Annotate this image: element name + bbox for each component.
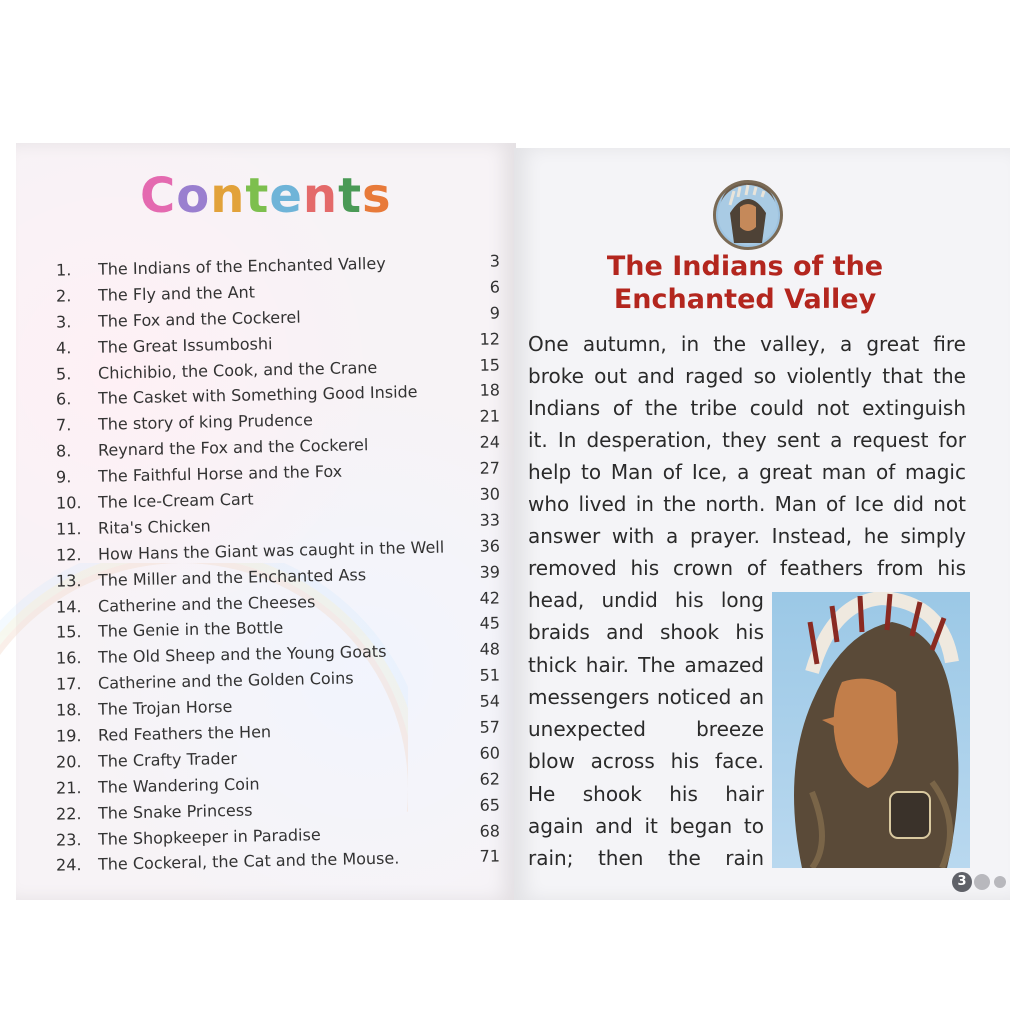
toc-entry-title: The Snake Princess	[97, 800, 253, 823]
toc-entry-title: The Cockeral, the Cat and the Mouse.	[97, 849, 400, 875]
toc-entry-page: 60	[479, 743, 501, 764]
toc-entry-number: 23.	[55, 830, 82, 850]
story-line: answer with a prayer. Instead, he simply	[528, 524, 966, 548]
toc-entry-number: 20.	[55, 752, 82, 773]
toc-entry-title: Rita's Chicken	[97, 516, 211, 539]
toc-entry-page: 6	[489, 277, 501, 297]
chief-portrait-icon	[713, 180, 783, 250]
story-title	[560, 250, 930, 316]
story-line: again and it began to	[528, 814, 764, 839]
toc-entry-page: 21	[479, 407, 501, 427]
contents-heading-letter: t	[338, 168, 363, 224]
toc-entry-page: 45	[479, 614, 501, 634]
toc-entry-number: 10.	[55, 493, 82, 514]
toc-entry-title: How Hans the Giant was caught in the Well	[97, 537, 445, 565]
toc-entry-number: 9.	[55, 467, 72, 488]
toc-entry-page: 18	[479, 381, 501, 401]
contents-heading-letter: t	[245, 168, 270, 224]
toc-entry-number: 18.	[55, 700, 82, 721]
story-line: One autumn, in the valley, a great fire	[528, 332, 966, 356]
toc-entry-page: 24	[479, 433, 501, 453]
chief-portrait-drawing	[716, 183, 780, 247]
contents-heading-letter: n	[302, 168, 339, 224]
story-paragraph-wrapped	[528, 584, 764, 875]
story-line: broke out and raged so violently that the	[528, 364, 966, 388]
toc-entry-page: 27	[479, 458, 501, 479]
page-dot	[974, 874, 990, 890]
toc-entry-title: The Great Issumboshi	[97, 334, 273, 357]
toc-entry-number: 3.	[55, 312, 72, 332]
toc-entry-number: 21.	[55, 778, 82, 798]
toc-entry-number: 13.	[55, 571, 82, 591]
toc-entry-number: 14.	[55, 597, 82, 617]
toc-entry-page: 3	[489, 251, 501, 271]
contents-heading-letter: o	[176, 168, 211, 224]
toc-entry-number: 7.	[55, 416, 72, 436]
toc-entry-title: The story of king Prudence	[97, 411, 314, 435]
toc-entry-number: 1.	[55, 260, 72, 281]
toc-entry-title: The Crafty Trader	[97, 749, 238, 772]
toc-entry-page: 71	[479, 847, 501, 867]
story-title-line: The Indians of the	[606, 251, 884, 282]
toc-entry-page: 12	[479, 329, 501, 349]
story-line: help to Man of Ice, a great man of magic	[528, 460, 966, 484]
toc-entry-title: The Fly and the Ant	[97, 282, 256, 306]
toc-entry-page: 33	[479, 510, 501, 531]
toc-entry-page: 68	[479, 821, 501, 841]
story-line: blow across his face.	[528, 749, 764, 774]
toc-entry-number: 19.	[55, 726, 82, 747]
story-line: braids and shook his	[528, 620, 764, 645]
toc-entry-title: The Trojan Horse	[97, 697, 233, 720]
story-title-line: Enchanted Valley	[613, 284, 877, 315]
story-line: who lived in the north. Man of Ice did not	[528, 492, 966, 516]
chief-illustration	[772, 592, 970, 868]
toc-entry-title: Red Feathers the Hen	[97, 722, 272, 746]
page-dot	[994, 876, 1006, 888]
toc-entry-number: 5.	[55, 364, 72, 384]
story-line: messengers noticed an	[528, 684, 764, 709]
toc-entry-page: 42	[479, 588, 501, 608]
toc-entry-number: 17.	[55, 674, 82, 695]
toc-entry-title: Chichibio, the Cook, and the Crane	[97, 357, 378, 383]
page-number-badge: 3	[952, 872, 972, 892]
story-line: it. In desperation, they sent a request for	[528, 428, 966, 452]
story-line: thick hair. The amazed	[528, 652, 764, 677]
toc-entry-number: 2.	[55, 286, 72, 306]
toc-entry-page: 39	[479, 562, 501, 582]
contents-heading-letter: n	[210, 168, 246, 224]
toc-entry-title: The Shopkeeper in Paradise	[97, 825, 321, 849]
toc-entry-number: 6.	[55, 390, 72, 410]
toc-entry-title: Reynard the Fox and the Cockerel	[97, 435, 369, 461]
story-line: He shook his hair	[528, 781, 764, 806]
toc-entry-title: Catherine and the Cheeses	[97, 592, 316, 616]
toc-entry-title: The Faithful Horse and the Fox	[97, 462, 343, 487]
toc-entry-page: 51	[479, 666, 501, 686]
toc-entry-page: 62	[479, 769, 501, 790]
toc-entry-number: 11.	[55, 519, 82, 539]
toc-entry-page: 48	[479, 640, 501, 660]
toc-entry-title: The Genie in the Bottle	[97, 618, 284, 642]
story-line: unexpected breeze	[528, 717, 764, 742]
toc-entry-page: 65	[479, 795, 501, 815]
toc-entry-number: 24.	[55, 856, 82, 876]
contents-heading-letter: s	[362, 168, 392, 224]
contents-heading-letter: e	[269, 168, 303, 224]
toc-entry-page: 9	[489, 303, 501, 323]
contents-heading-letter: C	[140, 168, 177, 224]
toc-entry-number: 8.	[55, 442, 72, 462]
contents-heading	[140, 168, 392, 224]
story-line: head, undid his long	[528, 588, 764, 612]
story-line: rain; then the rain	[528, 846, 764, 871]
toc-entry-page: 54	[479, 691, 501, 712]
toc-entry-title: The Ice-Cream Cart	[97, 489, 254, 513]
toc-entry-page: 15	[479, 355, 501, 375]
toc-entry-number: 16.	[55, 648, 82, 669]
story-paragraph	[528, 328, 966, 584]
toc-entry-title: The Fox and the Cockerel	[97, 307, 301, 331]
toc-entry-number: 15.	[55, 623, 82, 643]
toc-entry-number: 22.	[55, 804, 82, 824]
toc-entry-page: 57	[479, 717, 501, 738]
toc-entry-title: The Casket with Something Good Inside	[97, 382, 418, 409]
toc-entry-page: 30	[479, 484, 501, 505]
story-line: Indians of the tribe could not extinguish	[528, 396, 966, 420]
toc-entry-title: The Indians of the Enchanted Valley	[97, 254, 386, 280]
story-line: removed his crown of feathers from his	[528, 556, 966, 580]
toc-entry-page: 36	[479, 536, 501, 557]
chief-illustration-drawing	[772, 592, 970, 868]
toc-entry-number: 4.	[55, 338, 72, 358]
table-of-contents	[56, 253, 500, 874]
toc-entry-title: The Old Sheep and the Young Goats	[97, 642, 387, 668]
toc-entry-title: The Wandering Coin	[97, 774, 260, 798]
toc-entry-number: 12.	[55, 545, 82, 565]
toc-entry-title: Catherine and the Golden Coins	[97, 669, 354, 694]
toc-entry-title: The Miller and the Enchanted Ass	[97, 565, 367, 590]
